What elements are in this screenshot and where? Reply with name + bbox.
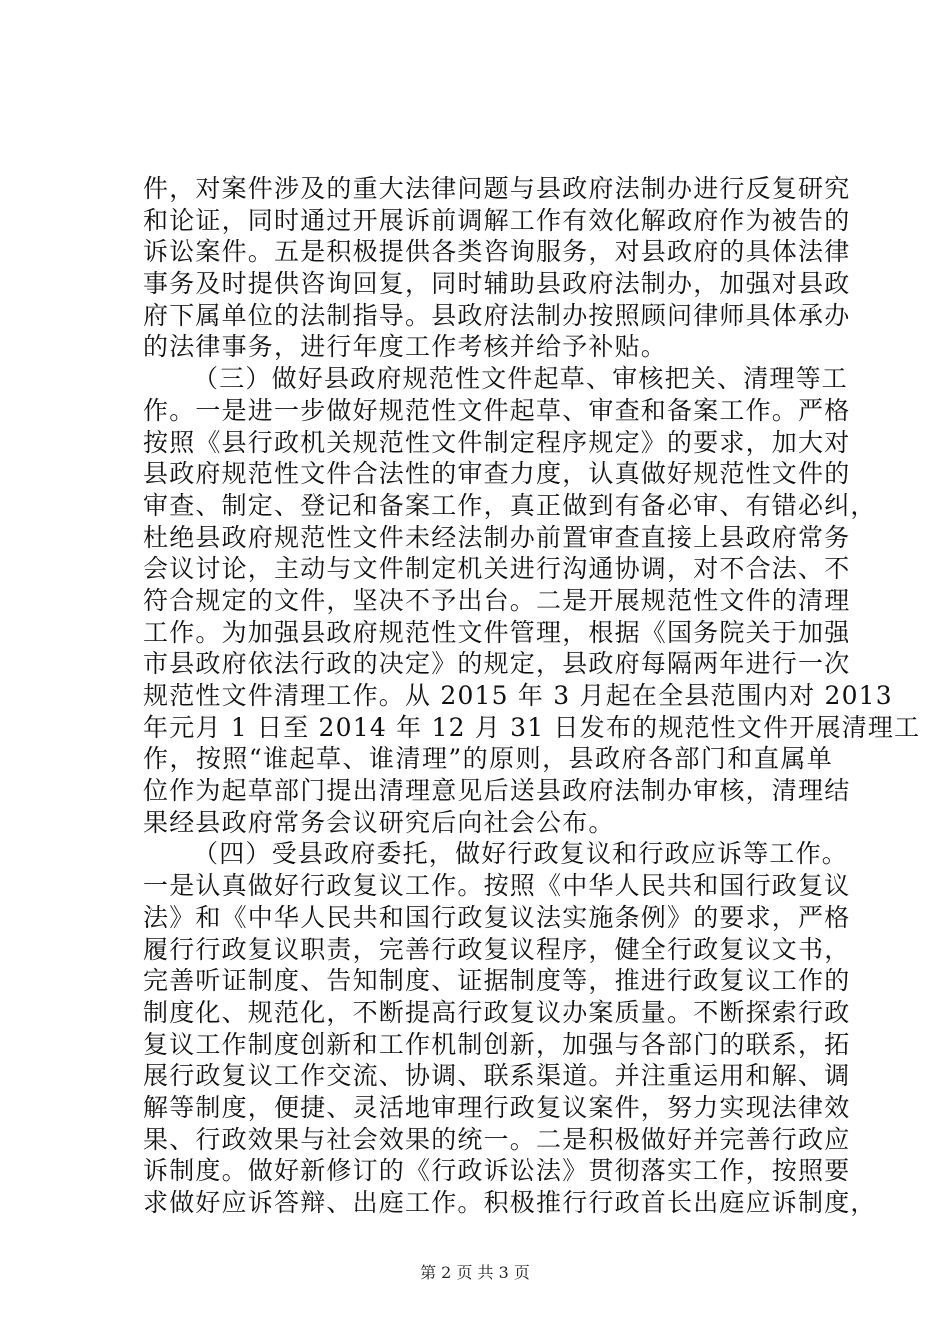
page-number-footer: 第 2 页 共 3 页: [420, 1263, 530, 1282]
text-line: 县政府规范性文件合法性的审查力度，认真做好规范性文件的: [143, 459, 851, 489]
text-line: 展行政复议工作交流、协调、联系渠道。并注重运用和解、调: [143, 1061, 851, 1091]
text-line: 府下属单位的法制指导。县政府法制办按照顾问律师具体承办: [143, 300, 851, 330]
text-line: 解等制度，便捷、灵活地审理行政复议案件，努力实现法律效: [143, 1092, 851, 1122]
text-line: 法》和《中华人民共和国行政复议法实施条例》的要求，严格: [143, 902, 851, 932]
text-line: 履行行政复议职责，完善行政复议程序，健全行政复议文书，: [143, 934, 851, 964]
text-line: 规范性文件清理工作。从 2015 年 3 月起在全县范围内对 2013: [143, 681, 893, 710]
text-line: 位作为起草部门提出清理意见后送县政府法制办审核，清理结: [143, 776, 851, 806]
text-line: 件，对案件涉及的重大法律问题与县政府法制办进行反复研究: [143, 174, 851, 203]
text-line: 一是认真做好行政复议工作。按照《中华人民共和国行政复议: [143, 871, 851, 901]
text-line: 果经县政府常务会议研究后向社会公布。: [143, 807, 615, 837]
text-line: 会议讨论，主动与文件制定机关进行沟通协调，对不合法、不: [143, 554, 851, 584]
text-line: 按照《县行政机关规范性文件制定程序规定》的要求，加大对: [143, 427, 851, 457]
text-line: 制度化、规范化，不断提高行政复议办案质量。不断探索行政: [143, 997, 851, 1027]
text-line: 诉制度。做好新修订的《行政诉讼法》贯彻落实工作，按照要: [143, 1156, 851, 1186]
document-body: [143, 173, 921, 1219]
text-line: 求做好应诉答辩、出庭工作。积极推行行政首长出庭应诉制度，: [143, 1188, 877, 1217]
text-line: 的法律事务，进行年度工作考核并给予补贴。: [143, 332, 668, 362]
text-line: 果、行政效果与社会效果的统一。二是积极做好并完善行政应: [143, 1124, 851, 1154]
text-line: （三）做好县政府规范性文件起草、审核把关、清理等工: [193, 364, 849, 394]
text-line: 作。一是进一步做好规范性文件起草、审查和备案工作。严格: [143, 395, 851, 425]
text-line: 市县政府依法行政的决定》的规定，县政府每隔两年进行一次: [143, 649, 851, 679]
text-line: 杜绝县政府规范性文件未经法制办前置审查直接上县政府常务: [143, 522, 851, 552]
text-line: 完善听证制度、告知制度、证据制度等，推进行政复议工作的: [143, 966, 851, 996]
text-line: 符合规定的文件，坚决不予出台。二是开展规范性文件的清理: [143, 585, 851, 615]
text-line: （四）受县政府委托，做好行政复议和行政应诉等工作。: [193, 839, 849, 869]
text-line: 复议工作制度创新和工作机制创新，加强与各部门的联系，拓: [143, 1029, 851, 1059]
text-line: 作，按照“谁起草、谁清理”的原则，县政府各部门和直属单: [143, 744, 833, 774]
text-line: 工作。为加强县政府规范性文件管理，根据《国务院关于加强: [143, 617, 851, 647]
text-line: 诉讼案件。五是积极提供各类咨询服务，对县政府的具体法律: [143, 237, 851, 267]
text-line: 年元月 1 日至 2014 年 12 月 31 日发布的规范性文件开展清理工: [143, 712, 921, 742]
text-line: 和论证，同时通过开展诉前调解工作有效化解政府作为被告的: [143, 205, 851, 235]
text-line: 事务及时提供咨询回复，同时辅助县政府法制办，加强对县政: [143, 269, 851, 299]
text-line: 审查、制定、登记和备案工作，真正做到有备必审、有错必纠，: [143, 490, 877, 520]
